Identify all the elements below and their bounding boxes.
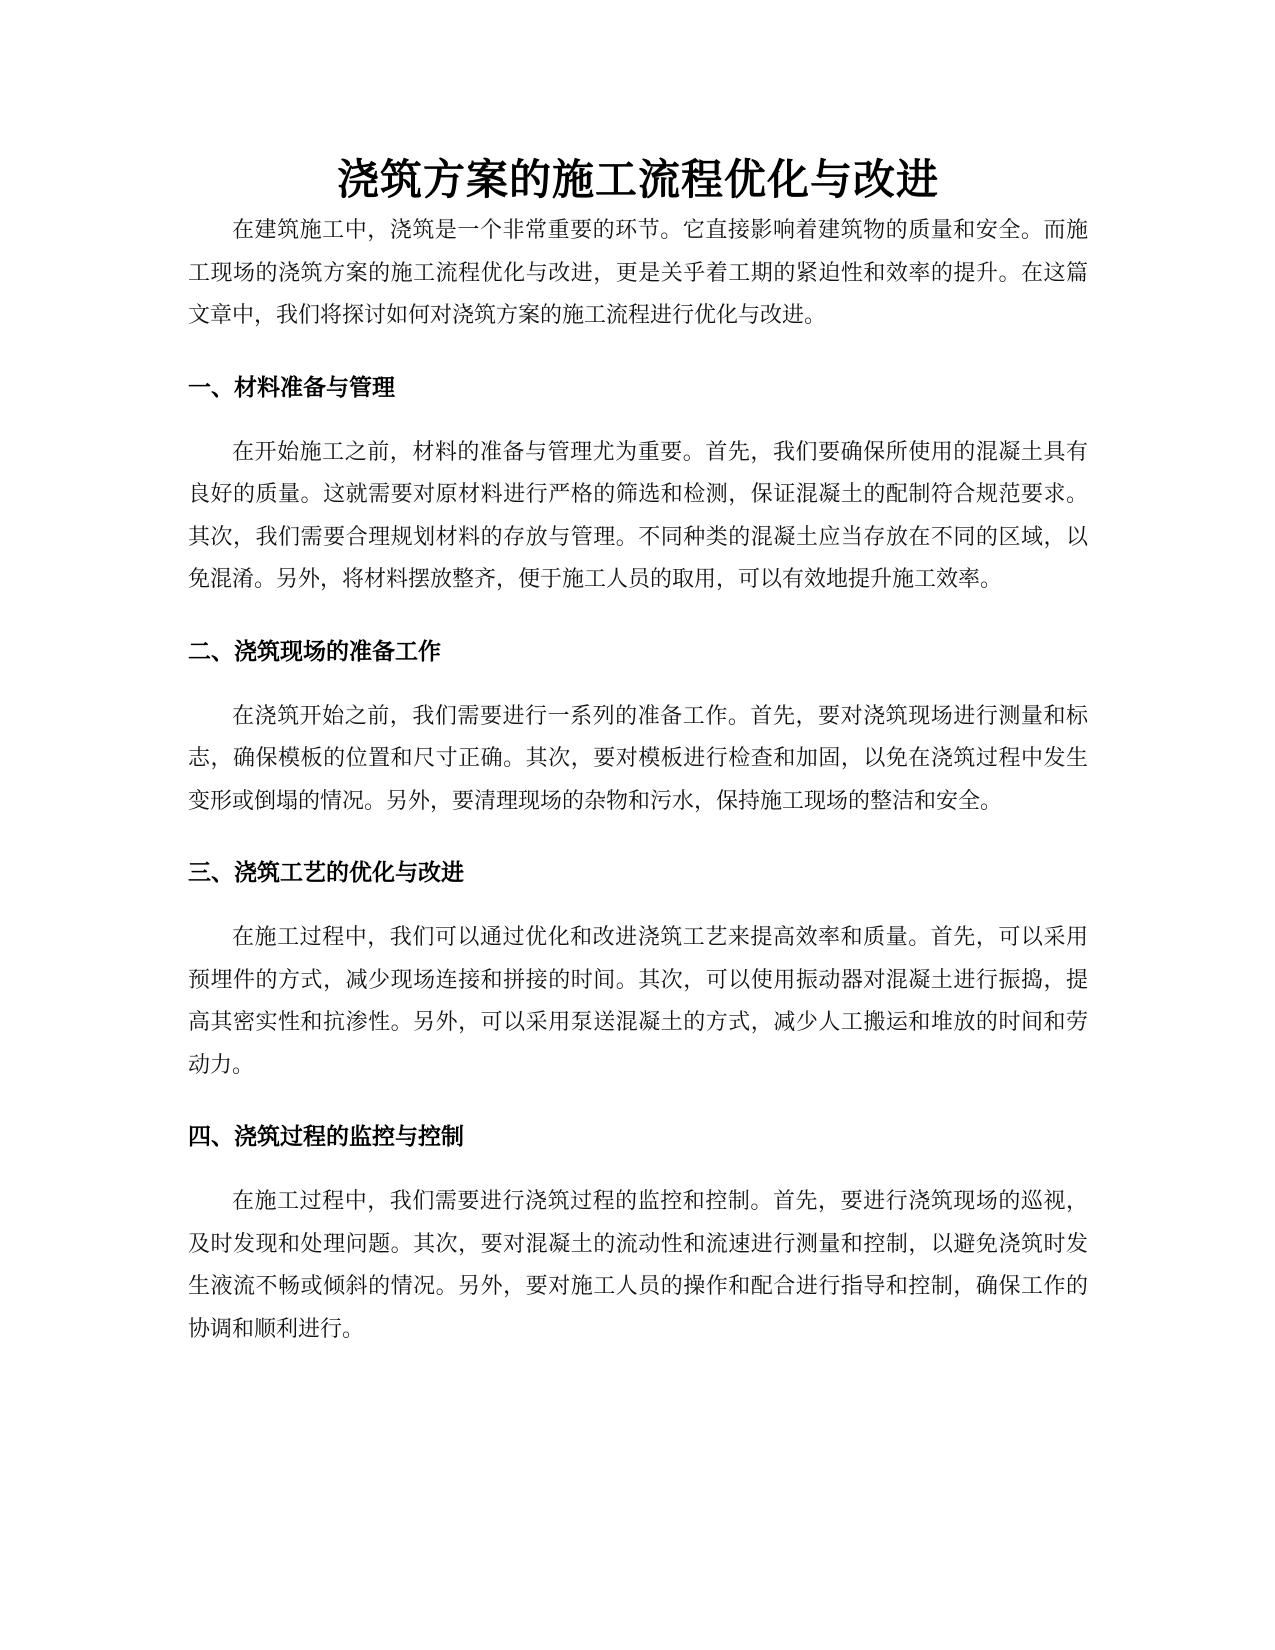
section-heading-4: 四、浇筑过程的监控与控制 [188,1124,464,1150]
section-heading-3: 三、浇筑工艺的优化与改进 [188,860,464,886]
section-body-1: 在开始施工之前，材料的准备与管理尤为重要。首先，我们要确保所使用的混凝土具有良好的质量。这就需要对原材料进行严格的筛选和检测，保证混凝土的配制符合规范要求。其次，我们需要合理规划材料的存放与管理。不同种类的混凝土应当存放在不同的区域，以免混淆。另外，将材料摆放整齐，便于施工人员的取用，可以有效地提升施工效率。 [188,439,1088,592]
section-heading-1: 一、材料准备与管理 [188,374,395,401]
section-heading-2: 二、浇筑现场的准备工作 [188,638,441,665]
document-title: 浇筑方案的施工流程优化与改进 [336,155,939,204]
intro-paragraph: 在建筑施工中，浇筑是一个非常重要的环节。它直接影响着建筑物的质量和安全。而施工现场的浇筑方案的施工流程优化与改进，更是关乎着工期的紧迫性和效率的提升。在这篇文章中，我们将探讨如何对浇筑方案的施工流程进行优化与改进。 [188,218,1088,328]
section-body-2: 在浇筑开始之前，我们需要进行一系列的准备工作。首先，要对浇筑现场进行测量和标志，确保模板的位置和尺寸正确。其次，要对模板进行检查和加固，以免在浇筑过程中发生变形或倒塌的情况。另外，要清理现场的杂物和污水，保持施工现场的整洁和安全。 [188,703,1088,814]
section-body-4: 在施工过程中，我们需要进行浇筑过程的监控和控制。首先，要进行浇筑现场的巡视，及时发现和处理问题。其次，要对混凝土的流动性和流速进行测量和控制，以避免浇筑时发生液流不畅或倾斜的情况。另外，要对施工人员的操作和配合进行指导和控制，确保工作的协调和顺利进行。 [188,1189,1088,1342]
section-body-3: 在施工过程中，我们可以通过优化和改进浇筑工艺来提高效率和质量。首先，可以采用预埋件的方式，减少现场连接和拼接的时间。其次，可以使用振动器对混凝土进行振捣，提高其密实性和抗渗性。另外，可以采用泵送混凝土的方式，减少人工搬运和堆放的时间和劳动力。 [188,925,1088,1078]
document-page [188,150,1088,1351]
